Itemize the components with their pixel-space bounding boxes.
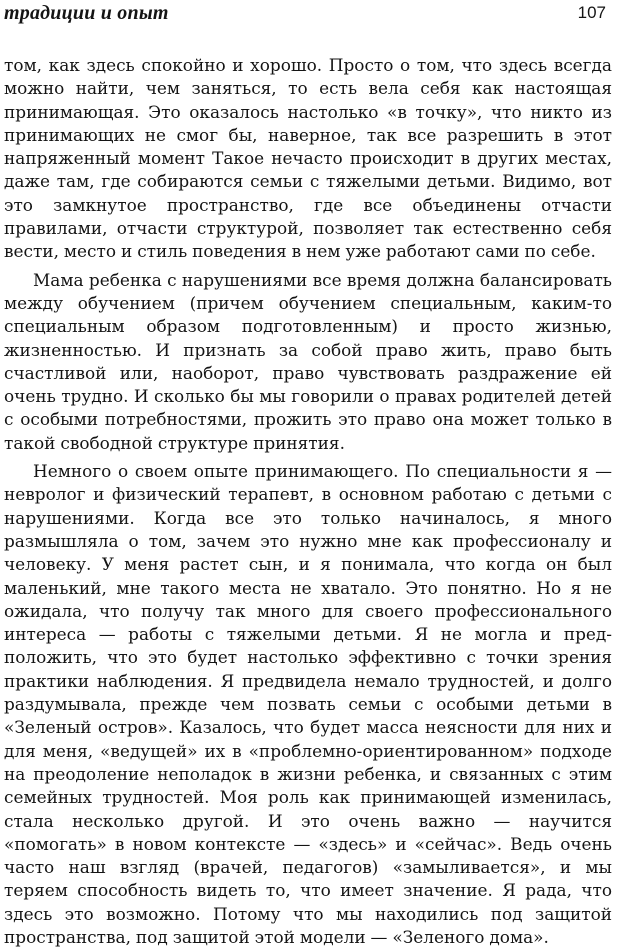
page-number: 107 (577, 3, 606, 22)
body-text (4, 54, 612, 949)
paragraph-continuation: том, как здесь спокойно и хорошо. Просто о том, что здесь всегда можно найти, чем заняться, то есть вела себя как настоящая принимающая. Это оказалось настолько «в точку», что никто из принимающих не смог бы, наверное, так все разрешить в этот напряженный момент Такое нечасто происходит в других местах, даже там, где собираются семьи с тяжелыми детьми. Видимо, вот это замкнутое пространство, где все объединены отчасти правилами, отчасти структурой, позволяет так естественно себя вести, место и стиль поведения в нем уже работают сами по себе. (4, 55, 612, 262)
paragraph-mother-balance: Мама ребенка с нарушениями все время должна балансировать между обучением (причем обучением специальным, каким-то специальным образом подготовленным) и просто жизнью, жизненностью. И признать за собой право жить, право быть счастливой или, наоборот, право чувствовать раздражение ей очень трудно. И сколько бы мы говорили о правах родителей детей с особыми потребностями, прожить это право она может только в такой свободной структуре принятия. (4, 269, 612, 453)
running-header-title: традиции и опыт (4, 2, 169, 24)
paragraph-host-experience: Немного о своем опыте принимающего. По специальности я — невролог и физический терапевт, в основном работаю с детьми с нарушениями. Когда все это только начиналось, я много размышляла о том, зачем это нужно мне как профессионалу и человеку. У меня растет сын, и я понимала, что когда он был маленький, мне такого места не хватало. Это понятно. Но я не ожидала, что получу так много для своего профессионального интереса — работы с тяжелыми детьми. Я не могла и предположить, что это будет настолько эффективно с точки зрения практики наблюдения. Я предвидела немало трудностей, и долго раздумывала, прежде чем позвать семьи с особыми детьми в «Зеленый остров». Казалось, что будет масса неясности для них и для меня, «ведущей» их в «проблемно-ориентированном» подходе на преодоление неполадок в жизни ребенка, и связанных с этим семейных трудностей. Моя роль как принимающей изменилась, стала несколько другой. И это очень важно — научится «помогать» в новом контексте — «здесь» и «сейчас». Ведь очень часто наш взгляд (врачей, педагогов) «замыливается», и мы теряем способность видеть то, что имеет значение. Я рада, что здесь это возможно. Потому что мы находились под защитой пространства, под защитой этой модели — «Зеленого дома». (4, 461, 612, 947)
